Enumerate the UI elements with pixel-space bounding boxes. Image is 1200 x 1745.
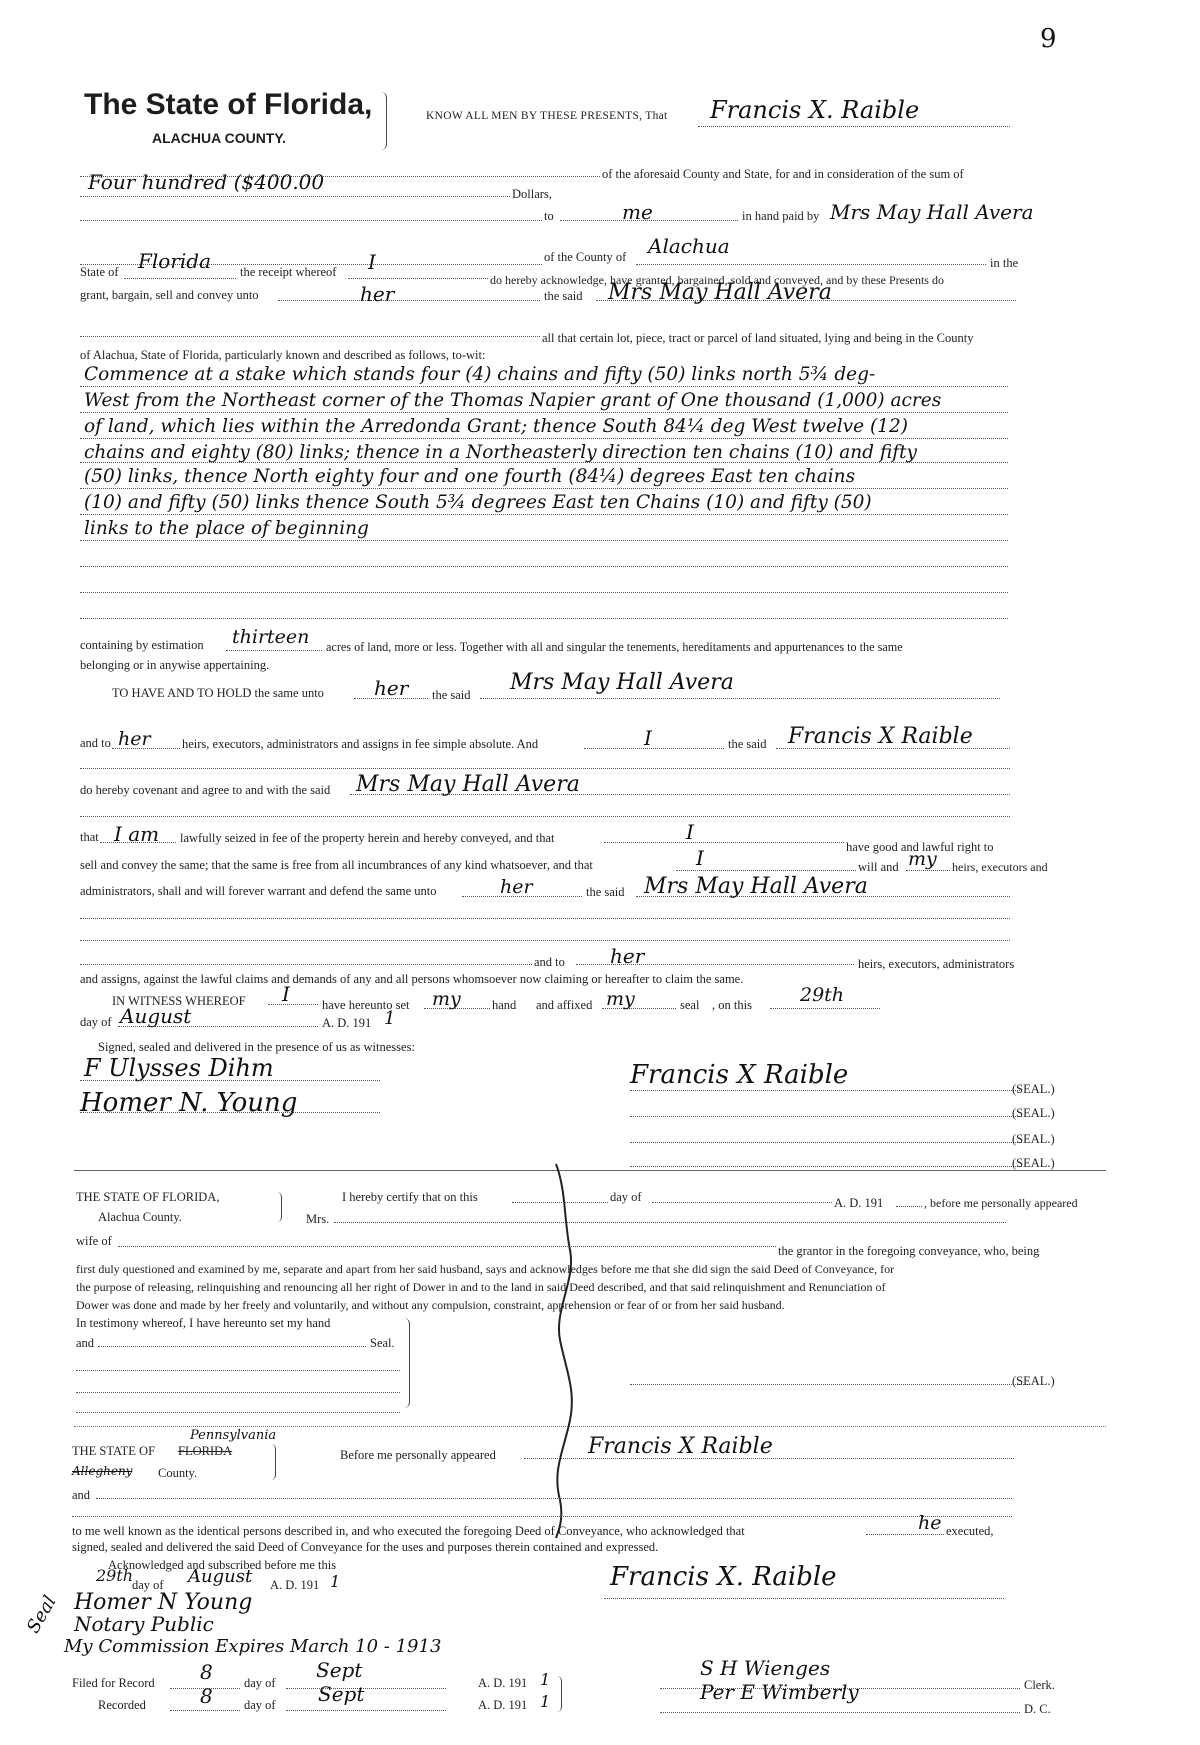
and-to-2: and to [534,955,565,969]
that-value: I am [114,822,160,846]
dower-line-3: Dower was done and made by her freely and voluntarily, and without any compulsion, constraint, apprehension or fear of or from her said husband. [76,1298,785,1312]
know-all-men: KNOW ALL MEN BY THESE PRESENTS, That [426,110,668,122]
ack-line-1-value: he [918,1512,942,1534]
dower-mrs: Mrs. [306,1212,330,1226]
and-affixed: and affixed [536,998,593,1012]
ack-county: County. [158,1466,198,1480]
unto-value: her [374,676,409,700]
receipt-label: the receipt whereof [240,265,337,279]
ack-day-of: day of [132,1578,164,1592]
dower-line-1: first duly questioned and examined by me, separate and apart from her said husband, says and acknowledges before me that she did sign the said Deed of Conveyance, for [76,1262,895,1276]
heirs-value: her [118,728,151,750]
grant-label: grant, bargain, sell and convey unto [80,288,259,302]
dower-brace [276,1192,282,1222]
day-of-label: day of [80,1015,112,1029]
acreage-value: thirteen [232,626,310,648]
county-value: Alachua [648,234,730,258]
ack-state-over: Pennsylvania [190,1428,277,1443]
said-label: the said [544,289,583,303]
grantor-signature: Francis X Raible [630,1060,849,1090]
of-alachua: of Alachua, State of Florida, particularly known and described as follows, to-wit: [80,348,486,362]
grantee-name-1: Mrs May Hall Avera [830,200,1034,224]
assigns-text: and assigns, against the lawful claims and demands of any and all persons whomsoever now claiming or hereafter to claim the same. [80,972,744,986]
consideration-text: of the aforesaid County and State, for and in consideration of the sum of [602,167,964,181]
the-said-3: the said [586,885,625,899]
dower-grantor-in: the grantor in the foregoing conveyance, who, being [778,1244,1040,1258]
legal-description-line: chains and eighty (80) links; thence in a Northeasterly direction ten chains (10) and fifty [84,442,917,463]
notary-public: Notary Public [74,1612,214,1636]
rec-day: 8 [200,1684,213,1708]
seal-label: seal [680,998,700,1012]
hand-label: hand [492,998,517,1012]
dower-and: and [76,1336,95,1350]
dower-county: Alachua County. [98,1210,182,1224]
and-value: I [644,726,652,750]
ack-county-value: Allegheny [72,1464,133,1478]
legal-description-line: (10) and fifty (50) links thence South 5¾ degrees East ten Chains (10) and fifty (50) [84,492,872,513]
grantee-name-5: Mrs May Hall Avera [644,874,868,899]
sell-value: I [696,846,704,870]
state-label: State of [80,265,119,279]
filed-ad: A. D. 191 [478,1676,528,1690]
ack-brace [270,1444,276,1480]
clerk-signature: S H Wienges [700,1656,831,1680]
dower-testimony: In testimony whereof, I have hereunto set my hand [76,1316,331,1330]
good-right: have good and lawful right to [846,840,994,854]
acreage-text-2: belonging or in anywise appertaining. [80,658,270,672]
all-that-certain: all that certain lot, piece, tract or parcel of land situated, lying and being in the County [542,331,974,345]
ack-appeared-value: Francis X Raible [588,1434,773,1459]
section-divider [74,1170,1106,1171]
notary-seal-mark: Seal [22,1592,61,1637]
grantor-name-2: Francis X Raible [788,724,973,749]
deputy-signature: Per E Wimberly [700,1680,859,1704]
legal-description-line: of land, which lies within the Arredonda Grant; thence South 84¼ deg West twelve (12) [84,416,908,437]
rec-day-of: day of [244,1698,276,1712]
dower-line-2: the purpose of releasing, relinquishing and renouncing all her right of Dower in and to the land in said Deed described, and that said relinquishment and Renunciation of [76,1280,886,1294]
witness-2: Homer N. Young [80,1088,298,1118]
dower-state: THE STATE OF FLORIDA, [76,1190,220,1204]
rec-ad: A. D. 191 [478,1698,528,1712]
on-this: , on this [712,998,752,1012]
seal-2: (SEAL.) [1012,1106,1055,1120]
ack-day: 29th [96,1566,134,1585]
and-to-label: and to [80,736,111,750]
the-said-1: the said [432,688,471,702]
dower-ad: A. D. 191 [834,1196,884,1210]
witness-year: 1 [384,1008,396,1029]
legal-description-line: Commence at a stake which stands four (4) chains and fifty (50) links north 5¾ deg- [84,364,876,385]
ack-ad: A. D. 191 [270,1578,320,1592]
have-hereunto: have hereunto set [322,998,410,1012]
ack-and: and [72,1488,91,1502]
receipt-value: I [368,250,376,274]
ack-executed: executed, [946,1524,994,1538]
dower-seal-word: Seal. [370,1336,395,1350]
to-have-and-hold: TO HAVE AND TO HOLD the same unto [112,686,324,700]
grantee-name-3: Mrs May Hall Avera [510,670,734,695]
dower-wife-of: wife of [76,1234,112,1248]
administrators-text: administrators, shall and will forever warrant and defend the same unto [80,884,437,898]
affixed-value: my [606,988,635,1010]
seal-1: (SEAL.) [1012,1082,1055,1096]
witness-value: I [282,982,290,1006]
ack-month: August [188,1566,253,1587]
heirs-executors-2: heirs, executors, administrators [858,957,1015,971]
grantor-name: Francis X. Raible [710,96,920,124]
hereby-acknowledge: do hereby acknowledge, have granted, bargained, sold and conveyed, and by these Presents do [490,273,944,287]
filed-day-of: day of [244,1676,276,1690]
seized-text: lawfully seized in fee of the property herein and hereby conveyed, and that [180,831,555,845]
legal-description-line: (50) links, thence North eighty four and one fourth (84¼) degrees East ten chains [84,466,856,487]
to-value: me [622,200,653,224]
my-value: my [908,848,937,870]
will-and: will and [858,860,899,874]
ack-signature: Francis X. Raible [610,1562,837,1592]
dower-day-of: day of [610,1190,642,1204]
that-label: that [80,830,99,844]
heirs-executors: heirs, executors and [952,860,1048,874]
ack-struck-state: FLORIDA [178,1444,233,1458]
ack-state: THE STATE OF [72,1444,156,1458]
recorded-label: Recorded [98,1698,146,1712]
grantee-name-2: Mrs May Hall Avera [608,280,832,305]
dower-certify: I hereby certify that on this [342,1190,478,1204]
witness-1: F Ulysses Dihm [84,1054,274,1082]
dower-before-me: , before me personally appeared [924,1196,1078,1210]
dower-brace-2 [404,1318,410,1408]
dollars-label: Dollars, [512,187,552,201]
admins-value: her [500,876,533,898]
and-to-2-value: her [610,944,645,968]
ack-before: Before me personally appeared [340,1448,496,1462]
header-brace [380,92,387,150]
notary-commission: My Commission Expires March 10 - 1913 [64,1636,442,1657]
ack-line-2: signed, sealed and delivered the said Deed of Conveyance for the uses and purposes therein contained and expressed. [72,1540,659,1554]
filed-year: 1 [540,1670,551,1689]
ad-label: A. D. 191 [322,1016,372,1030]
the-said-2: the said [728,737,767,751]
dower-seal: (SEAL.) [1012,1374,1055,1388]
to-label: to [544,209,554,223]
sell-convey-text: sell and convey the same; that the same is free from all incumbrances of any kind whatsoever, and that [80,858,593,872]
covenant-text: do hereby covenant and agree to and with the said [80,783,331,797]
filed-label: Filed for Record [72,1676,155,1690]
clerk-label: Clerk. [1024,1678,1055,1692]
heirs-text: heirs, executors, administrators and assigns in fee simple absolute. And [182,737,539,751]
dc-label: D. C. [1024,1702,1051,1716]
signed-sealed: Signed, sealed and delivered in the presence of us as witnesses: [98,1040,415,1054]
ack-divider [74,1426,1106,1427]
legal-description-line: links to the place of beginning [84,518,369,539]
page-number: 9 [1040,24,1057,54]
seal-4: (SEAL.) [1012,1156,1055,1170]
set-value: my [432,988,461,1010]
cross-out-mark [536,1160,586,1540]
notary-name: Homer N Young [74,1590,253,1615]
filed-month: Sept [316,1658,363,1682]
acreage-text: acres of land, more or less. Together with all and singular the tenements, hereditaments and appurtenances to the same [326,640,903,654]
in-witness-whereof: IN WITNESS WHEREOF [112,994,246,1008]
state-title: The State of Florida, [84,88,373,121]
ack-subscribed: Acknowledged and subscribed before me this [108,1558,337,1572]
seal-3: (SEAL.) [1012,1132,1055,1146]
filing-brace [556,1676,562,1712]
in-the: in the [990,256,1019,270]
paid-by-label: in hand paid by [742,209,820,223]
county-label: of the County of [544,250,627,264]
witness-month: August [120,1004,192,1028]
legal-description-line: West from the Northeast corner of the Thomas Napier grant of One thousand (1,000) acres [84,390,942,411]
state-value: Florida [138,249,211,273]
seized-value: I [686,820,694,844]
ack-line-1: to me well known as the identical persons described in, and who executed the foregoing Deed of Conveyance, who acknowledged that [72,1524,745,1538]
grant-value: her [360,282,395,306]
rec-month: Sept [318,1682,365,1706]
filed-day: 8 [200,1660,213,1684]
grantee-name-4: Mrs May Hall Avera [356,772,580,797]
county-title: ALACHUA COUNTY. [152,130,287,146]
containing-label: containing by estimation [80,638,204,652]
rec-year: 1 [540,1692,551,1711]
ack-year: 1 [330,1572,341,1591]
amount: Four hundred ($400.00 [88,170,325,194]
witness-day: 29th [800,984,845,1006]
